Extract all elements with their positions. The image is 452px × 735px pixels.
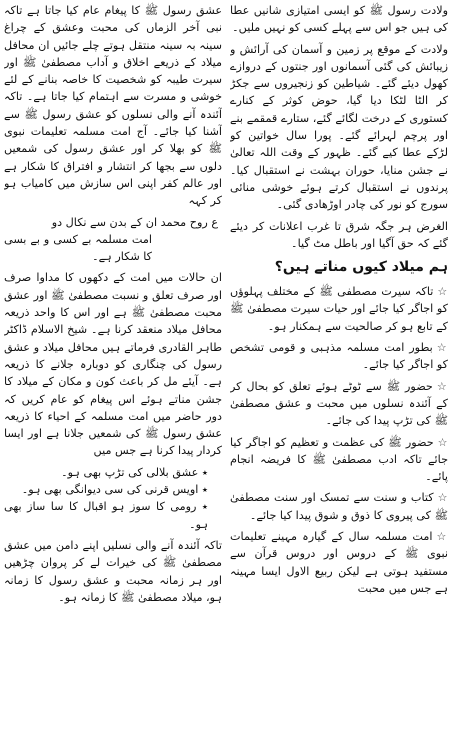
paragraph: ولادت کے موقع پر زمین و آسمان کی آرائش و زیبائش کی گئی آسمانوں اور جنتوں کے دروازے کھول دیئے گئے۔ شیاطین کو زنجیروں سے جکڑ کر الٹا لٹکا دیا گیا، حوض کوثر کے کنارے کستوری کے درخت لگائے گئے، ستارے قمقمے بنے اور پرچم لہرائے گئے۔ پورا سال خواتین کو لڑکے عطا کیے گئے۔ ظہور کے وقت اللہ تعالیٰ نے جشن منایا، حوران بہشت نے استقبال کیا۔ پرندوں نے استقبال کرتے ہوئے خوشی منائی سورج کو نور کی چادر اوڑھادی گئی۔ — [230, 42, 448, 212]
star-icon: ☆ — [436, 341, 448, 355]
star-icon: ☆ — [437, 435, 448, 449]
bullet-item: ☆امت مسلمہ سال کے گیارہ مہینے تعلیمات نبوی ﷺ کے دروس اور دروس قرآن سے مستفید ہوتی ہے لیکن ربیع الاول ایسا مہینہ ہے جس میں محبت — [230, 530, 448, 595]
bullet-item: ☆حضور ﷺ سے ٹوٹے ہوئے تعلق کو بحال کر کے آئندہ نسلوں میں محبت و عشق مصطفیٰ ﷺ کی تڑپ پیدا کی جائے۔ — [230, 379, 448, 428]
couplet-line: ع روح محمد ان کے بدن سے نکال دو — [51, 215, 218, 229]
couplet-line: امت مسلمہ بے کسی و بے بسی کا شکار ہے۔ — [4, 232, 152, 264]
verse-line: ٭ عشق بلالی کی تڑپ بھی ہو۔ — [61, 465, 208, 479]
star-icon: ☆ — [436, 530, 448, 544]
paragraph: الغرض ہر جگہ شرق تا غرب اعلانات کر دیئے گئے کہ حق آگیا اور باطل مٹ گیا۔ — [230, 219, 448, 250]
paragraph: تاکہ آئندہ آنے والی نسلیں اپنے دامن میں عشق مصطفیٰ ﷺ کی خیرات لے کر پروان چڑھیں اور ہر زمانہ محبت و عشق رسول کا زمانہ ہو، میلاد مصطفیٰ ﷺ کا زمانہ ہو۔ — [4, 538, 222, 604]
star-icon: ☆ — [437, 491, 448, 505]
bullet-item: ☆حضور ﷺ کی عظمت و تعظیم کو اجاگر کیا جائے تاکہ ادب مصطفیٰ ﷺ کا فریضہ انجام پائے۔ — [230, 435, 448, 484]
paragraph: ان حالات میں امت کے دکھوں کا مداوا صرف اور صرف تعلق و نسبت مصطفیٰ ﷺ اور عشق محبت مصطفیٰ ﷺ ہے اور اس کا واحد ذریعہ محافل میلاد منعقد کرنا ہے۔ شیخ الاسلام ڈاکٹر طاہر القادری فرماتے ہیں محافل میلاد و عشق رسول کی چنگاری کو دوبارہ جلانے کا ذریعہ ہے۔ آیئے مل کر باعث کون و مکان کے میلاد کا جشن مناتے ہوئے اس پیغام کو عام کریں کہ دور حاضر میں امت مسلمہ کے احیاء کا ذریعہ عشق رسول ﷺ کی شمعیں جلانا ہے اور ایسا کردار پیدا کرنا ہے جس میں — [4, 271, 222, 458]
verse-line: ٭ رومی کا سوز ہو اقبال کا سا ساز بھی ہو۔ — [4, 500, 208, 531]
paragraph: ولادت رسول ﷺ کو ایسی امتیازی شانیں عطا کی ہیں جو اس سے پہلے کسی کو نہیں ملیں۔ — [230, 4, 448, 35]
star-icon: ☆ — [437, 285, 448, 299]
section-heading: ہم میلاد کیوں مناتے ہیں؟ — [274, 259, 448, 276]
left-column — [4, 2, 222, 733]
verse-line: ٭ اویس قرنی کی سی دیوانگی بھی ہو۔ — [21, 483, 208, 497]
bullet-item: ☆تاکہ سیرت مصطفی ﷺ کے مختلف پہلوؤں کو اجاگر کیا جائے اور حیات سیرت مصطفیٰ ﷺ کے تابع ہو کر صالحیت سے ہمکنار ہو۔ — [230, 285, 448, 333]
bullet-item: ☆کتاب و سنت سے تمسک اور سنت مصطفیٰ ﷺ کی پیروی کا ذوق و شوق پیدا کیا جائے۔ — [230, 491, 448, 522]
star-icon: ☆ — [436, 379, 448, 393]
bullet-item: ☆بطور امت مسلمہ مذہبی و قومی تشخص کو اجاگر کیا جائے۔ — [230, 341, 448, 372]
right-column — [230, 2, 448, 733]
paragraph: عشق رسول ﷺ کا پیغام عام کیا جاتا ہے تاکہ نبی آخر الزماں کی محبت وعشق کے چراغ سینہ بہ سینہ منتقل ہوتے چلے جائیں ان محافل میلاد کے ذریعے اخلاق و آداب مصطفیٰ ﷺ اور سیرت طیبہ کو شخصیت کا خاصہ بنانے کے لئے خوشی و مسرت سے اہتمام کیا جاتا ہے۔ تاکہ آئندہ آنے والی نسلوں کو عشق رسول ﷺ سے آشنا کیا جائے۔ آج امت مسلمہ تعلیمات نبوی ﷺ کو بھلا کر اور عشق رسول کی شمعیں دلوں سے بجھا کر انتشار و افتراق کا شکار ہے اور عالم کفر اپنی اس سازش میں کامیاب ہو کر کہہ — [4, 4, 222, 208]
